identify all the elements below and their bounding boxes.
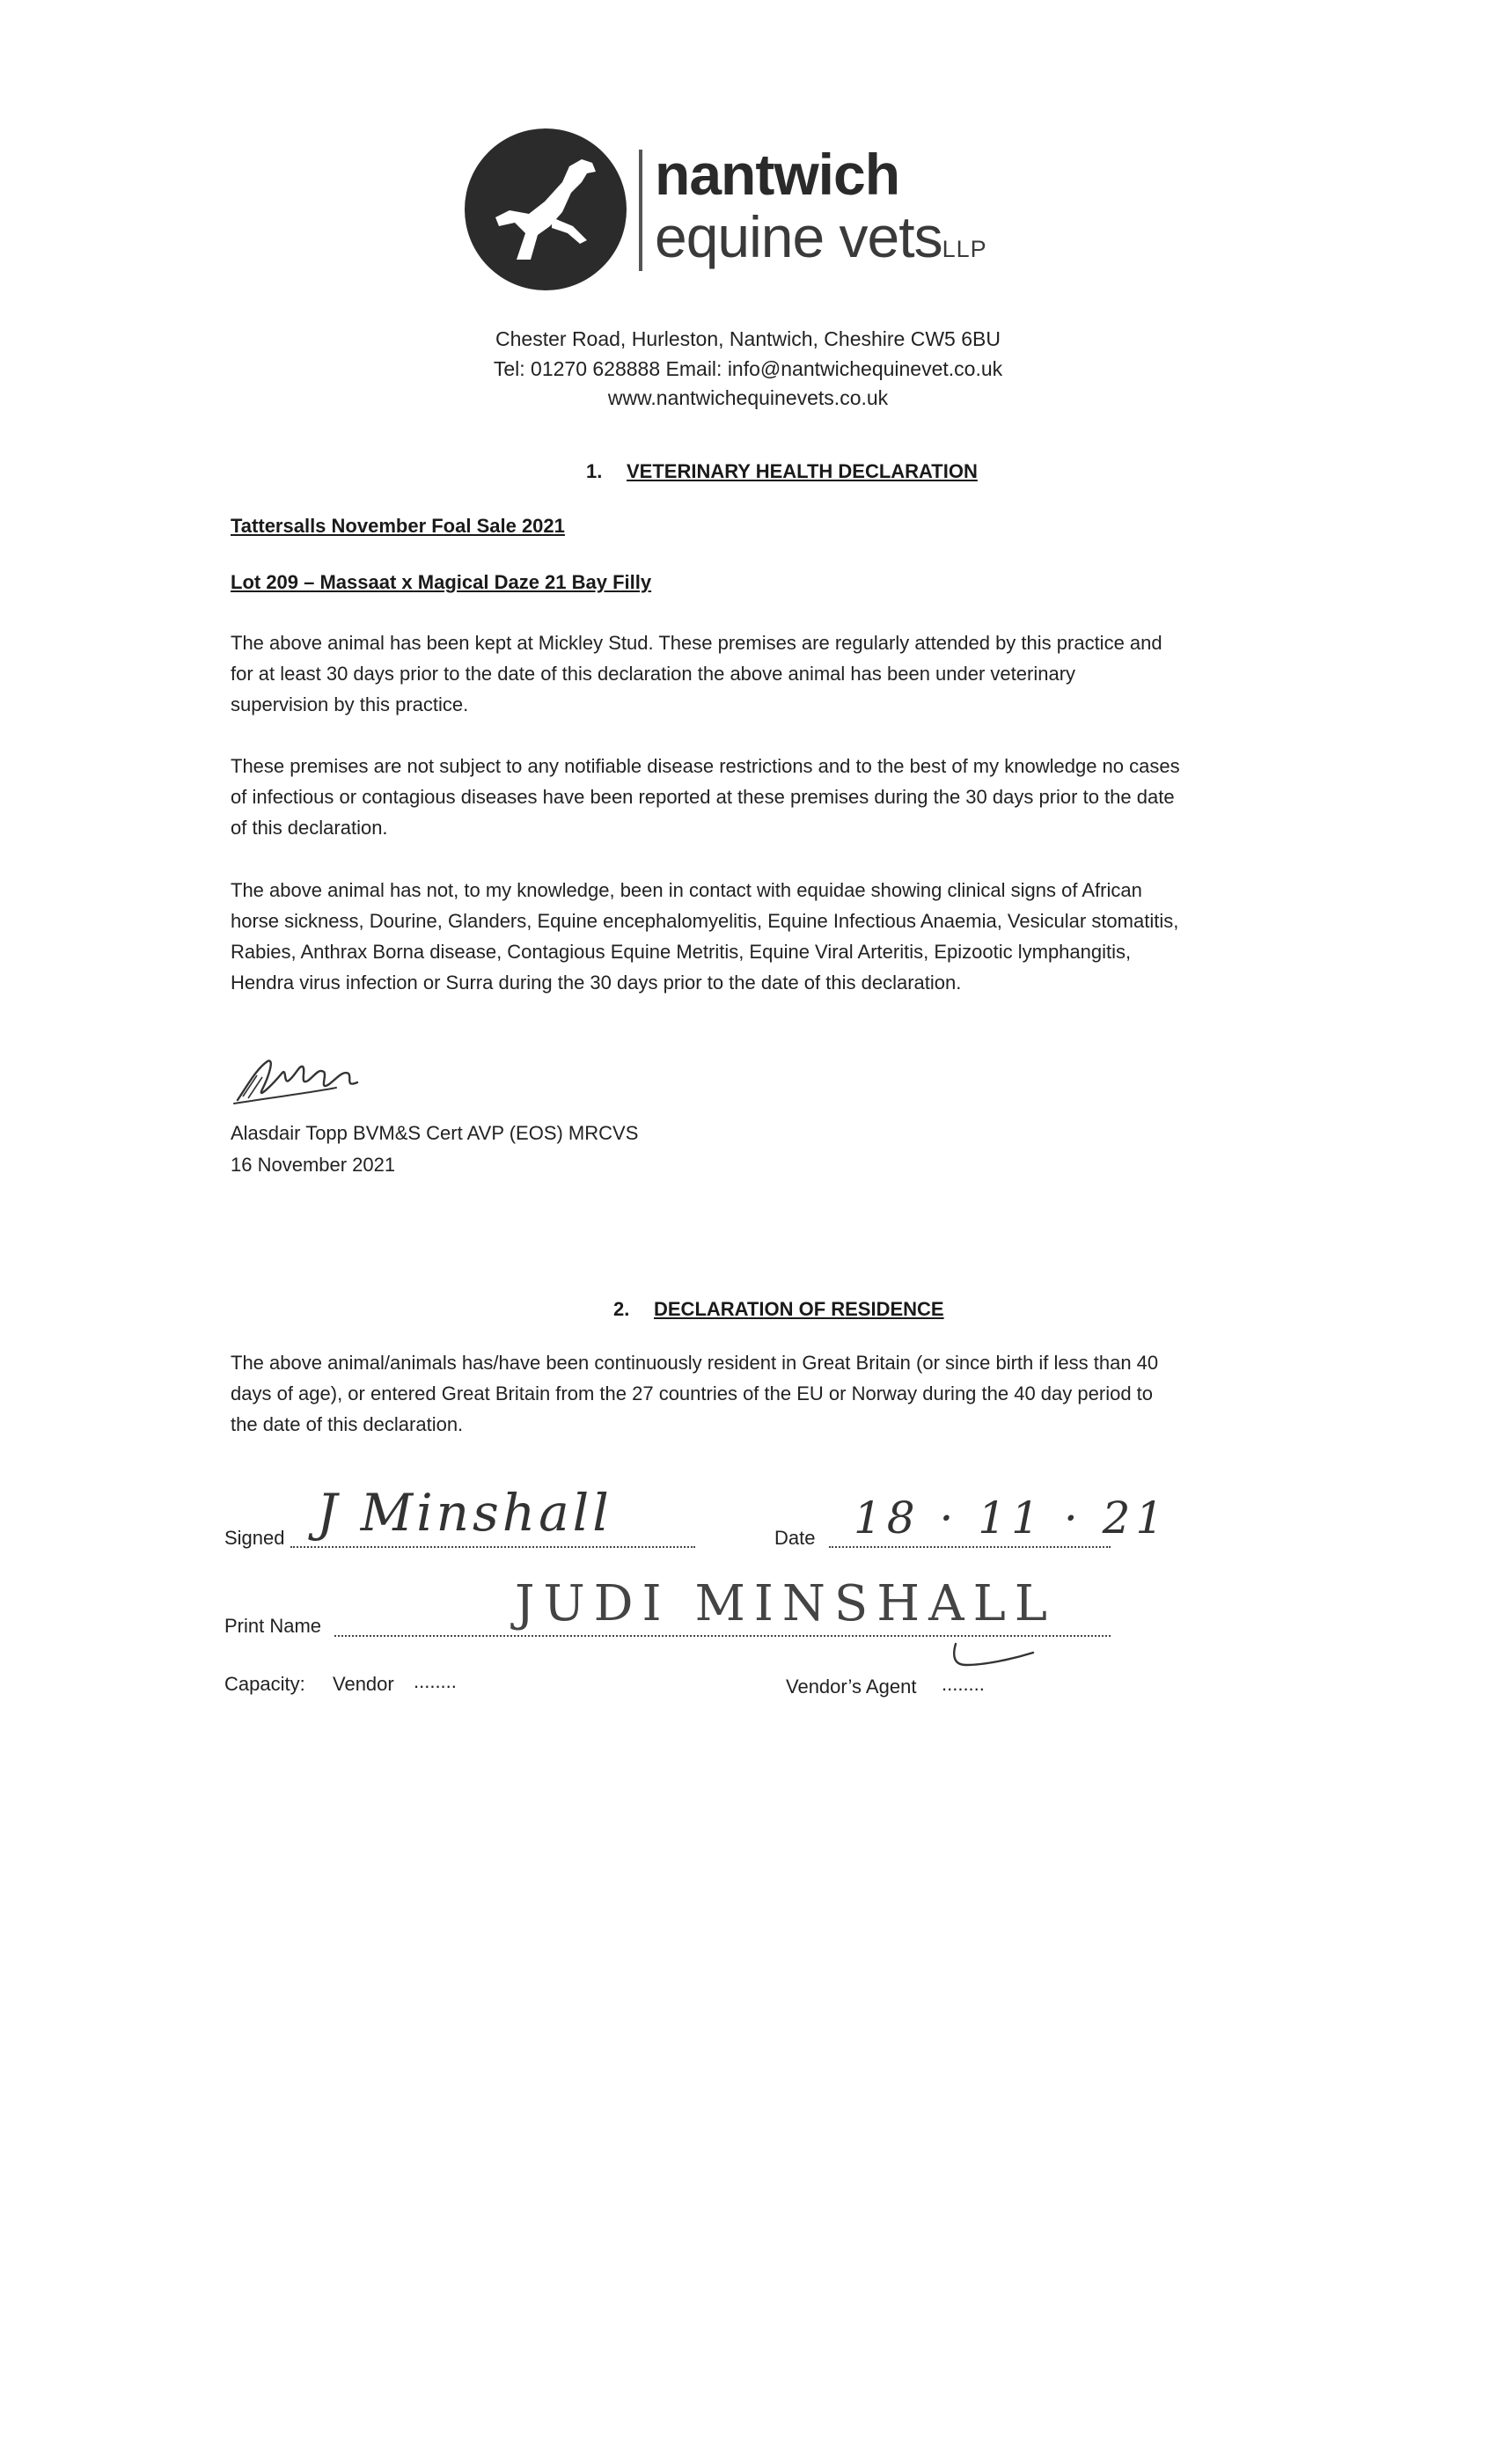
print-name-label: Print Name <box>224 1615 322 1637</box>
vendor-label: Vendor <box>333 1673 394 1695</box>
capacity-label: Capacity: <box>224 1673 305 1695</box>
date-value: 18 · 11 · 21 <box>854 1492 1170 1544</box>
signed-label: Signed <box>224 1527 285 1549</box>
practice-name: nantwich <box>655 142 900 207</box>
section-2-heading: 2. DECLARATION OF RESIDENCE <box>613 1298 944 1320</box>
practice-website: www.nantwichequinevets.co.uk <box>607 386 889 409</box>
signed-line <box>290 1546 695 1548</box>
section-1-heading: 1. VETERINARY HEALTH DECLARATION <box>586 460 978 482</box>
vendors-agent-dots: ........ <box>942 1673 985 1695</box>
vet-signatory: Alasdair Topp BVM&S Cert AVP (EOS) MRCVS <box>231 1122 639 1144</box>
vendors-agent-label: Vendor’s Agent <box>786 1676 917 1698</box>
date-line <box>829 1546 1111 1548</box>
logo-divider <box>639 150 642 271</box>
horse-logo-icon <box>464 128 627 291</box>
practice-suffix: LLP <box>942 236 987 262</box>
paragraph-disease-restrictions: These premises are not subject to any notifiable disease restrictions and to the best of my knowledge no cases of infectious or contagious diseases have been reported at these premises during the 30 days prior to the date of this declaration. <box>231 755 1180 839</box>
sale-title: Tattersalls November Foal Sale 2021 <box>231 515 565 537</box>
paragraph-residence: The above animal/animals has/have been continuously resident in Great Britain (or since birth if less than 40 days of age), or entered Great Britain from the 27 countries of the EU or Norway during the 40 day period to the date of this declaration. <box>231 1352 1159 1435</box>
practice-contact: Tel: 01270 628888 Email: info@nantwichequinevet.co.uk <box>493 357 1003 380</box>
vet-signature <box>231 1049 371 1111</box>
paragraph-contact-equidae: The above animal has not, to my knowledge, been in contact with equidae showing clinical signs of African horse sickness, Dourine, Glanders, Equine encephalomyelitis, Equine Infectious Anaemia, Vesicular stomatitis, Rabies, Anthrax Borna disease, Contagious Equine Metritis, Equine Viral Arteritis, Epizootic lymphangitis, Hendra virus infection or Surra during the 30 days prior to the date of this declaration. <box>231 879 1179 994</box>
signed-value: J Minshall <box>317 1483 612 1543</box>
print-name-value: JUDI MINSHALL <box>515 1575 1056 1632</box>
vet-declaration-date: 16 November 2021 <box>231 1154 396 1176</box>
lot-title: Lot 209 – Massaat x Magical Daze 21 Bay Filly <box>231 571 652 593</box>
vendor-dots: ........ <box>414 1670 457 1692</box>
date-label: Date <box>774 1527 816 1549</box>
practice-address: Chester Road, Hurleston, Nantwich, Cheshire CW5 6BU <box>495 327 1001 350</box>
practice-subtitle: equine vetsLLP <box>655 204 987 269</box>
vendors-agent-mark <box>949 1639 1037 1674</box>
print-name-line <box>334 1635 1111 1637</box>
paragraph-kept-at: The above animal has been kept at Mickley Stud. These premises are regularly attended by this practice and for at least 30 days prior to the date of this declaration the above animal has been under veterinary supervision by this practice. <box>231 632 1162 715</box>
